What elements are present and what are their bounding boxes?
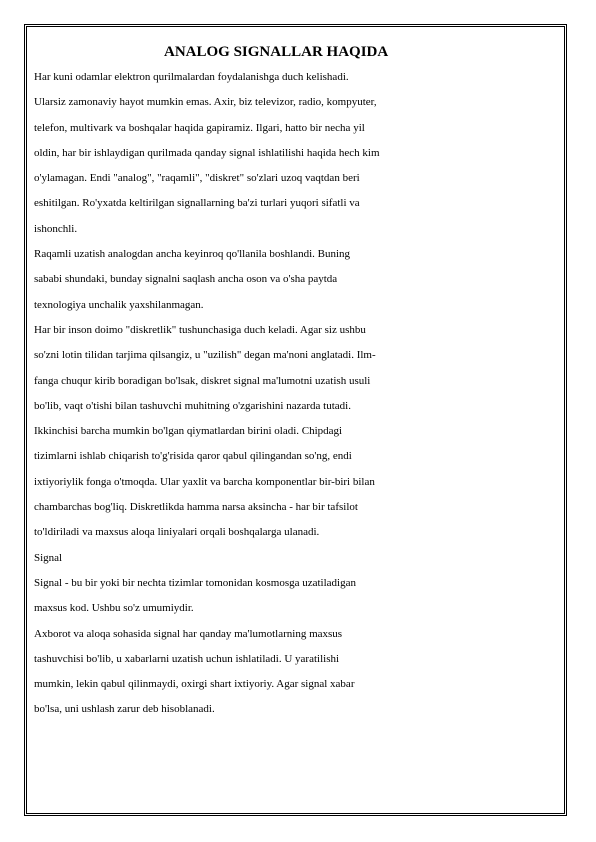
text-line: Har bir inson doimo "diskretlik" tushunchasiga duch keladi. Agar siz ushbu [34, 323, 366, 336]
text-line: mumkin, lekin qabul qilinmaydi, oxirgi shart ixtiyoriy. Agar signal xabar [34, 678, 355, 691]
text-line: sababi shundaki, bunday signalni saqlash ancha oson va o'sha paytda [34, 273, 338, 286]
text-line: Axborot va aloqa sohasida signal har qanday ma'lumotlarning maxsus [34, 627, 343, 640]
text-line: so'zni lotin tilidan tarjima qilsangiz, u "uzilish" degan ma'noni anglatadi. Ilm- [34, 349, 376, 362]
document-title: ANALOG SIGNALLAR HAQIDA [164, 44, 389, 60]
text-line: tashuvchisi bo'lib, u xabarlarni uzatish uchun ishlatiladi. U yaratilishi [34, 652, 340, 665]
section-heading: Signal [34, 551, 63, 564]
text-line: Har kuni odamlar elektron qurilmalardan foydalanishga duch kelishadi. [34, 71, 349, 83]
text-line: ixtiyoriylik fonga o'tmoqda. Ular yaxlit va barcha komponentlar bir-biri bilan [34, 475, 375, 488]
text-line: to'ldiriladi va maxsus aloqa liniyalari orqali boshqalarga ulanadi. [34, 526, 320, 539]
text-line: Signal - bu bir yoki bir nechta tizimlar tomonidan kosmosga uzatiladigan [34, 576, 356, 589]
text-line: ishonchli. [34, 222, 78, 235]
document-body [34, 40, 564, 723]
text-line: texnologiya unchalik yaxshilanmagan. [34, 298, 204, 311]
text-line: eshitilgan. Ro'yxatda keltirilgan signallarning ba'zi turlari yuqori sifatli va [34, 197, 360, 210]
text-line: tizimlarni ishlab chiqarish to'g'risida qaror qabul qilingandan so'ng, endi [34, 450, 352, 463]
text-line: Ularsiz zamonaviy hayot mumkin emas. Axir, biz televizor, radio, kompyuter, [34, 96, 377, 109]
text-line: fanga chuqur kirib boradigan bo'lsak, diskret signal ma'lumotni uzatish usuli [34, 374, 371, 387]
text-line: telefon, multivark va boshqalar haqida gapiramiz. Ilgari, hatto bir necha yil [34, 121, 365, 134]
text-line: oldin, har bir ishlaydigan qurilmada qanday signal ishlatilishi haqida hech kim [34, 146, 380, 159]
text-line: Ikkinchisi barcha mumkin bo'lgan qiymatlardan birini oladi. Chipdagi [34, 425, 343, 438]
text-line: bo'lsa, uni ushlash zarur deb hisoblanadi. [34, 703, 215, 716]
text-line: Raqamli uzatish analogdan ancha keyinroq qo'llanila boshlandi. Buning [34, 248, 351, 261]
text-line: chambarchas bog'liq. Diskretlikda hamma narsa aksincha - har bir tafsilot [34, 501, 358, 514]
text-line: o'ylamagan. Endi "analog", "raqamli", "diskret" so'zlari uzoq vaqtdan beri [34, 172, 360, 185]
text-line: maxsus kod. Ushbu so'z umumiydir. [34, 602, 194, 615]
text-line: bo'lib, vaqt o'tishi bilan tashuvchi muhitning o'zgarishini nazarda tutadi. [34, 399, 351, 412]
